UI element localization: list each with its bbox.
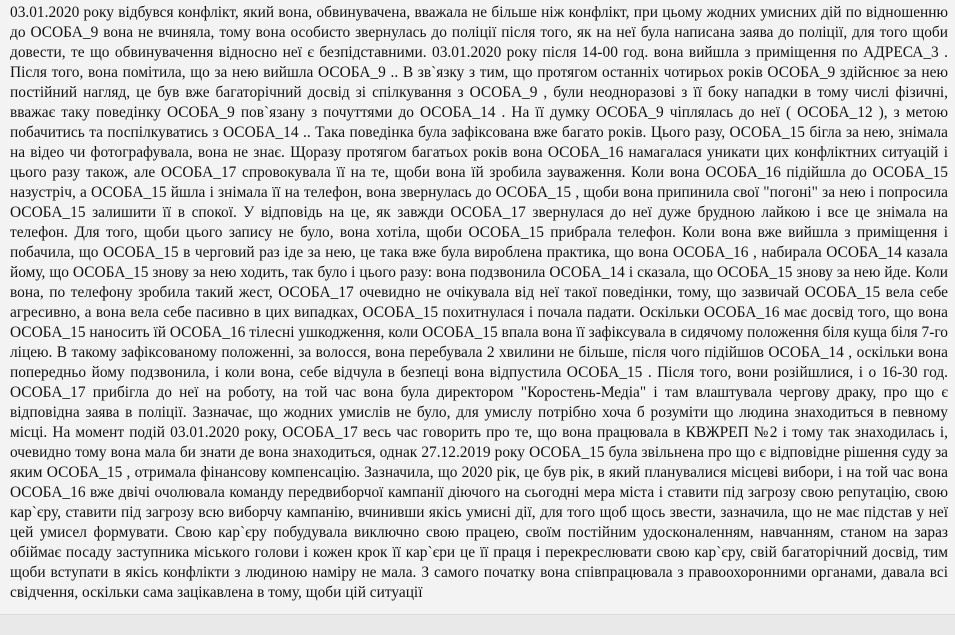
- document-paragraph: 03.01.2020 року відбувся конфлікт, який вона, обвинувачена, вважала не більше ніж конфлікт, при цьому жодних умисних дій по відношенню до ОСОБА_9 вона не вчиняла, тому вона особисто звернулась до поліції після того, як на неї була написана заява до поліції, для того щоби довести, те що обвинувачення відносно неї є безпідставними. 03.01.2020 року після 14-00 год. вона вийшла з приміщення по АДРЕСА_3 . Після того, вона помітила, що за нею вийшла ОСОБА_9 .. В зв`язку з тим, що протягом останніх чотирьох років ОСОБА_9 здійснює за нею постійний нагляд, це був вже багаторічний досвід зі спілкування з ОСОБА_9 , були неодноразові з її боку нападки в тому числі фізичні, вважає таку поведінку ОСОБА_9 пов`язану з почуттями до ОСОБА_14 . На її думку ОСОБА_9 чіплялась до неї ( ОСОБА_12 ), з метою побачитись та поспілкуватись з ОСОБА_14 .. Така поведінка була зафіксована вже багато років. Цього разу, ОСОБА_15 бігла за нею, знімала на відео чи фотографувала, вона не знає. Щоразу протягом багатьох років вона ОСОБА_16 намагалася уникати цих конфліктних ситуацій і цього разу також, але ОСОБА_17 спровокувала її на те, щоби вона їй зробила зауваження. Коли вона ОСОБА_16 підійшла до ОСОБА_15 назустріч, а ОСОБА_15 йшла і знімала її на телефон, вона звернулась до ОСОБА_15 , щоби вона припинила свої "погоні" за нею і попросила ОСОБА_15 залишити її в спокої. У відповідь на це, як завжди ОСОБА_17 звернулася до неї дуже брудною лайкою і все це знімала на телефон. Для того, щоби цього запису не було, вона хотіла, щоби ОСОБА_15 прибрала телефон. Коли вона вже вийшла з приміщення і побачила, що ОСОБА_15 в черговий раз іде за нею, це така вже була вироблена практика, що вона ОСОБА_16 , набирала ОСОБА_14 казала йому, що ОСОБА_15 знову за нею ходить, так було і цього разу: вона подзвонила ОСОБА_14 і сказала, що ОСОБА_15 знову за нею йде. Коли вона, по телефону зробила такий жест, ОСОБА_17 очевидно не очікувала від неї такої поведінки, тому, що зазвичай ОСОБА_15 вела себе агресивно, а вона вела себе пасивно в цих випадках, ОСОБА_15 похитнулася і почала падати. Оскільки ОСОБА_16 має досвід того, що вона ОСОБА_15 наносить їй ОСОБА_16 тілесні ушкодження, коли ОСОБА_15 впала вона її зафіксувала в сидячому положення біля куща біля 7-го ліцею. В такому зафіксованому положенні, за волосся, вона перебувала 2 хвилини не більше, після чого підійшов ОСОБА_14 , оскільки вона попередньо йому подзвонила, і коли вона, себе відчула в безпеці вона відпустила ОСОБА_15 . Після того, вони розійшлися, і о 16-30 год. ОСОБА_17 прибігла до неї на роботу, на той час вона була директором "Коростень-Медіа" і там влаштувала чергову драку, про що є відповідна заява в поліції. Зазначає, що жодних умислів не було, для умислу потрібно хоча б розуміти що людина знаходиться в певному місці. На момент подій 03.01.2020 року, ОСОБА_17 весь час говорить про те, що вона працювала в КВЖРЕП №2 і тому так знаходилась і, очевидно тому вона мала би знати де вона знаходиться, однак 27.12.2019 року ОСОБА_15 була звільнена про що є відповідне рішення суду за яким ОСОБА_15 , отримала фінансову компенсацію. Зазначила, що 2020 рік, це був рік, в який планувалися місцеві вибори, і на той час вона ОСОБА_16 вже двічі очолювала команду передвиборчої кампанії діючого на сьогодні мера міста і ставити під загрозу свою репутацію, свою кар`єру, ставити під загрозу всю виборчу кампанію, вчинивши якісь умисні дії, для того щоб щось звести, зазначила, що не має підстав у неї цей умисел формувати. Свою кар`єру побудувала виключно свою працею, своїм постійним удосконаленням, навчанням, станом на зараз обіймає посаду заступника міського голови і кожен крок її кар`єри це її праця і перекреслювати свою кар`єру, свій багаторічний досвід, тим щоби вступати в якісь конфлікти з людиною наміру не мала. З самого початку вона співпрацювала з правоохоронними органами, давала всі свідчення, оскільки сама зацікавлена в тому, щоби цій ситуації: [10, 4, 948, 601]
- document-text-block: [10, 3, 948, 614]
- bottom-edge-bar: [0, 614, 955, 635]
